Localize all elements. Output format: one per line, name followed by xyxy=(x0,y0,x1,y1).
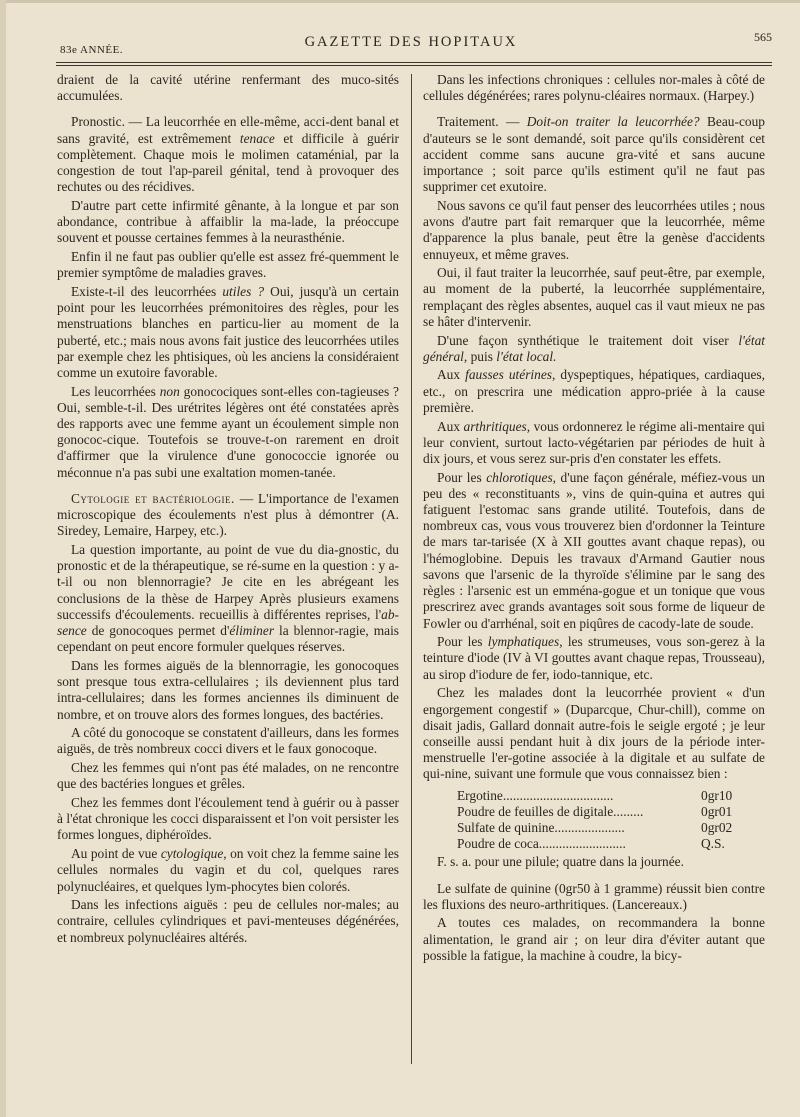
paragraph: draient de la cavité utérine renfermant des muco-sités accumulées. xyxy=(57,72,399,104)
page-number: 565 xyxy=(754,30,772,44)
section-heading-treatment: Traitement. xyxy=(437,114,499,130)
paragraph: Chez les femmes dont l'écoulement tend à guérir ou à passer à l'état chronique les cocci disparaissent et l'on voit persister les formes longues, diphéroïdes. xyxy=(57,795,399,843)
paragraph: D'autre part cette infirmité gênante, à la longue et par son abondance, contribue à affaiblir la ma-lade, la préoccupe souvent et pousse certaines femmes à la neurasthénie. xyxy=(57,197,399,246)
paragraph: D'une façon synthétique le traitement doit viser l'état général, puis l'état local. xyxy=(423,332,765,364)
page-header xyxy=(50,30,772,60)
header-rule-top xyxy=(56,62,772,63)
paragraph: La question importante, au point de vue du dia-gnostic, du pronostic et de la thérapeutique, se ré-sume en la question : y a-t-il ou non blennorragie? Je cite en les abrégeant les conclusions de la thèse de Harpey Après plusieurs examens successifs d'écoulements. recueillis à différentes reprises, l'ab-sence de gonocoques permet d'éliminer la blennor-ragie, mais cependant on peut encore formuler quelques réserves. xyxy=(57,541,400,655)
paragraph: Aux arthritiques, vous ordonnerez le régime ali-mentaire qui leur convient, surtout lacto-végétarien par périodes de huit à dix jours, et vous serez sur-pris d'en constater les effets. xyxy=(423,418,765,466)
paragraph: Nous savons ce qu'il faut penser des leucorrhées utiles ; nous avons d'autre part fait remarquer que la leucorrhée, même d'apparence la plus banale, peut être la genèse d'accidents ennuyeux, et même graves. xyxy=(423,197,765,262)
paragraph: Pour les chlorotiques, d'une façon générale, méfiez-vous un peu des « reconstituants », vins de quin-quina et autres qui fatiguent l'estomac sans grande utilité. Toutefois, dans de nombreux cas, vous vous trouverez bien d'ordonner la Teinture de mars tar-tarisée (X à XII gouttes avant chaque repas), ou l'hémoglobine. Depuis les travaux d'Armand Gautier nous savons que l'arsenic de la thyroïde s'élimine par le sang des règles : l'arsenic est un emména-gogue et un tonique que vous prescrirez avec grands avantages soit sous forme de liqueur de Fowler ou d'arrhénal, soit en piqûres de cacody-late de soude. xyxy=(423,469,765,631)
paragraph: Oui, il faut traiter la leucorrhée, sauf peut-être, par exemple, au moment de la puberté, la leucorrhée supplémentaire, remplaçant des règles absentes, auquel cas il vaut mieux ne pas se hâter d'intervenir. xyxy=(423,265,765,329)
paragraph: A côté du gonocoque se constatent d'ailleurs, dans les formes aiguës, de très nombreux cocci divers et le faux gonocoque. xyxy=(57,725,399,757)
section-heading-cytology: Cytologie et bactériologie. xyxy=(71,490,235,506)
paragraph: Au point de vue cytologique, on voit chez la femme saine les cellules normales du vagin et du col, quelques rares polynucléaires, et quelques lym-phocytes bien colorés. xyxy=(57,846,399,894)
issue-year: 83e ANNÉE. xyxy=(60,44,124,56)
treatment-paragraph: Traitement. — Doit-on traiter la leucorrhée? Beau-coup d'auteurs se le sont demandé, soit parce qu'ils considèrent cet accident comme sans aucune gra-vité et sans aucune importance ; soit parce qu'ils estiment qu'il ne faut pas supprimer cet exutoire. xyxy=(423,114,765,195)
journal-title: GAZETTE DES HOPITAUX xyxy=(304,34,518,50)
paragraph: Chez les femmes qui n'ont pas été malades, on ne rencontre que des bactéries longues et grêles. xyxy=(57,760,399,792)
paragraph: Pour les lymphatiques, les strumeuses, vous son-gerez à la teinture d'iode (IV à VI gouttes avant chaque repas, Trousseau), au sirop d'iodure de fer, iodo-tannique, etc. xyxy=(423,634,765,682)
prescription-line: Poudre de feuilles de digitale......... 0gr01 xyxy=(457,803,733,819)
column-divider xyxy=(411,74,412,1064)
right-column xyxy=(423,72,765,967)
paragraph: Dans les infections chroniques : cellules nor-males à côté de cellules dégénérées; rares polynu-cléaires normaux. (Harpey.) xyxy=(423,72,765,104)
prescription-list xyxy=(457,788,765,853)
paragraph: Existe-t-il des leucorrhées utiles ? Oui, jusqu'à un certain point pour les leucorrhées prémonitoires des règles, pour les menstruations blanches en particu-lier au moment de la puberté, etc.; mais nous avons fait justice des leucorrhées utiles par exemple chez les phtisiques, où les anciens la considéraient comme un exutoire favorable. xyxy=(57,283,400,380)
page-binding-edge xyxy=(0,0,6,1117)
paragraph: Dans les formes aiguës de la blennorragie, les gonocoques sont presque tous extra-cellulaires ; ils deviennent plus tard intra-cellulaires; dans les formes anciennes ils diminuent de nombre, et on trouve alors des formes longues, des bactéries. xyxy=(57,657,399,722)
page-top-edge xyxy=(0,0,800,3)
paragraph: Le sulfate de quinine (0gr50 à 1 gramme) réussit bien contre les fluxions des neuro-arthritiques. (Lancereaux.) xyxy=(423,880,765,912)
header-rule-bottom xyxy=(56,65,772,66)
prescription-instructions: F. s. a. pour une pilule; quatre dans la journée. xyxy=(437,854,684,870)
left-column xyxy=(57,72,399,948)
prescription-line: Sulfate de quinine..................... 0gr02 xyxy=(457,819,733,835)
paragraph: Chez les malades dont la leucorrhée provient « d'un engorgement congestif » (Duparcque, Chur-chill), comme on disait jadis, Gallard donnait autre-fois le seigle ergoté ; je leur conseille aussi pendant huit à dix jours de la période inter-menstruelle l'er-gotine associée à la digitale et au sulfate de qui-nine, suivant une formule que vous connaissez bien : xyxy=(423,685,765,782)
paragraph: Dans les infections aiguës : peu de cellules nor-males; au contraire, cellules cylindriques et pavi-menteuses dégénérées, et nombreux polynucléaires altérés. xyxy=(57,897,399,945)
paragraph: A toutes ces malades, on recommandera la bonne alimentation, le grand air ; on leur dira d'éviter autant que possible la fatigue, la machine à coudre, la bicy- xyxy=(423,915,765,963)
paragraph: Enfin il ne faut pas oublier qu'elle est assez fré-quemment le premier symptôme de maladies graves. xyxy=(57,249,399,281)
paragraph: Aux fausses utérines, dyspeptiques, hépatiques, cardiaques, etc., on prescrira une médication appro-priée à la cause première. xyxy=(423,367,765,415)
section-heading-prognostic: Pronostic. xyxy=(71,114,125,130)
prognostic-paragraph: Pronostic. — La leucorrhée en elle-même, acci-dent banal et sans gravité, est extrêmement tenace et difficile à guérir complètement. Chaque mois le molimen cataménial, par la congestion de tout l'ap-pareil génital, tend à provoquer des rechutes ou des récidives. xyxy=(57,114,399,195)
prescription-line: Ergotine................................. 0gr10 xyxy=(457,787,733,803)
paragraph: Les leucorrhées non gonocociques sont-elles con-tagieuses ? Oui, semble-t-il. Des urétrites légères ont été constatées après des rapports avec une femme ayant un écoulement simple non gonococ-cique. Toutefois se trouve-t-on rarement en droit d'affirmer que la virulence d'une gonococcie ignorée ou méconnue n'a pas subi une exaltation momen-tanée. xyxy=(57,383,399,480)
cytology-paragraph: Cytologie et bactériologie. — L'importance de l'examen microscopique des écoulements n'est plus à démontrer (A. Siredey, Lemaire, Harpey, etc.). xyxy=(57,490,399,539)
prescription-line: Poudre de coca.......................... Q.S. xyxy=(457,836,725,852)
